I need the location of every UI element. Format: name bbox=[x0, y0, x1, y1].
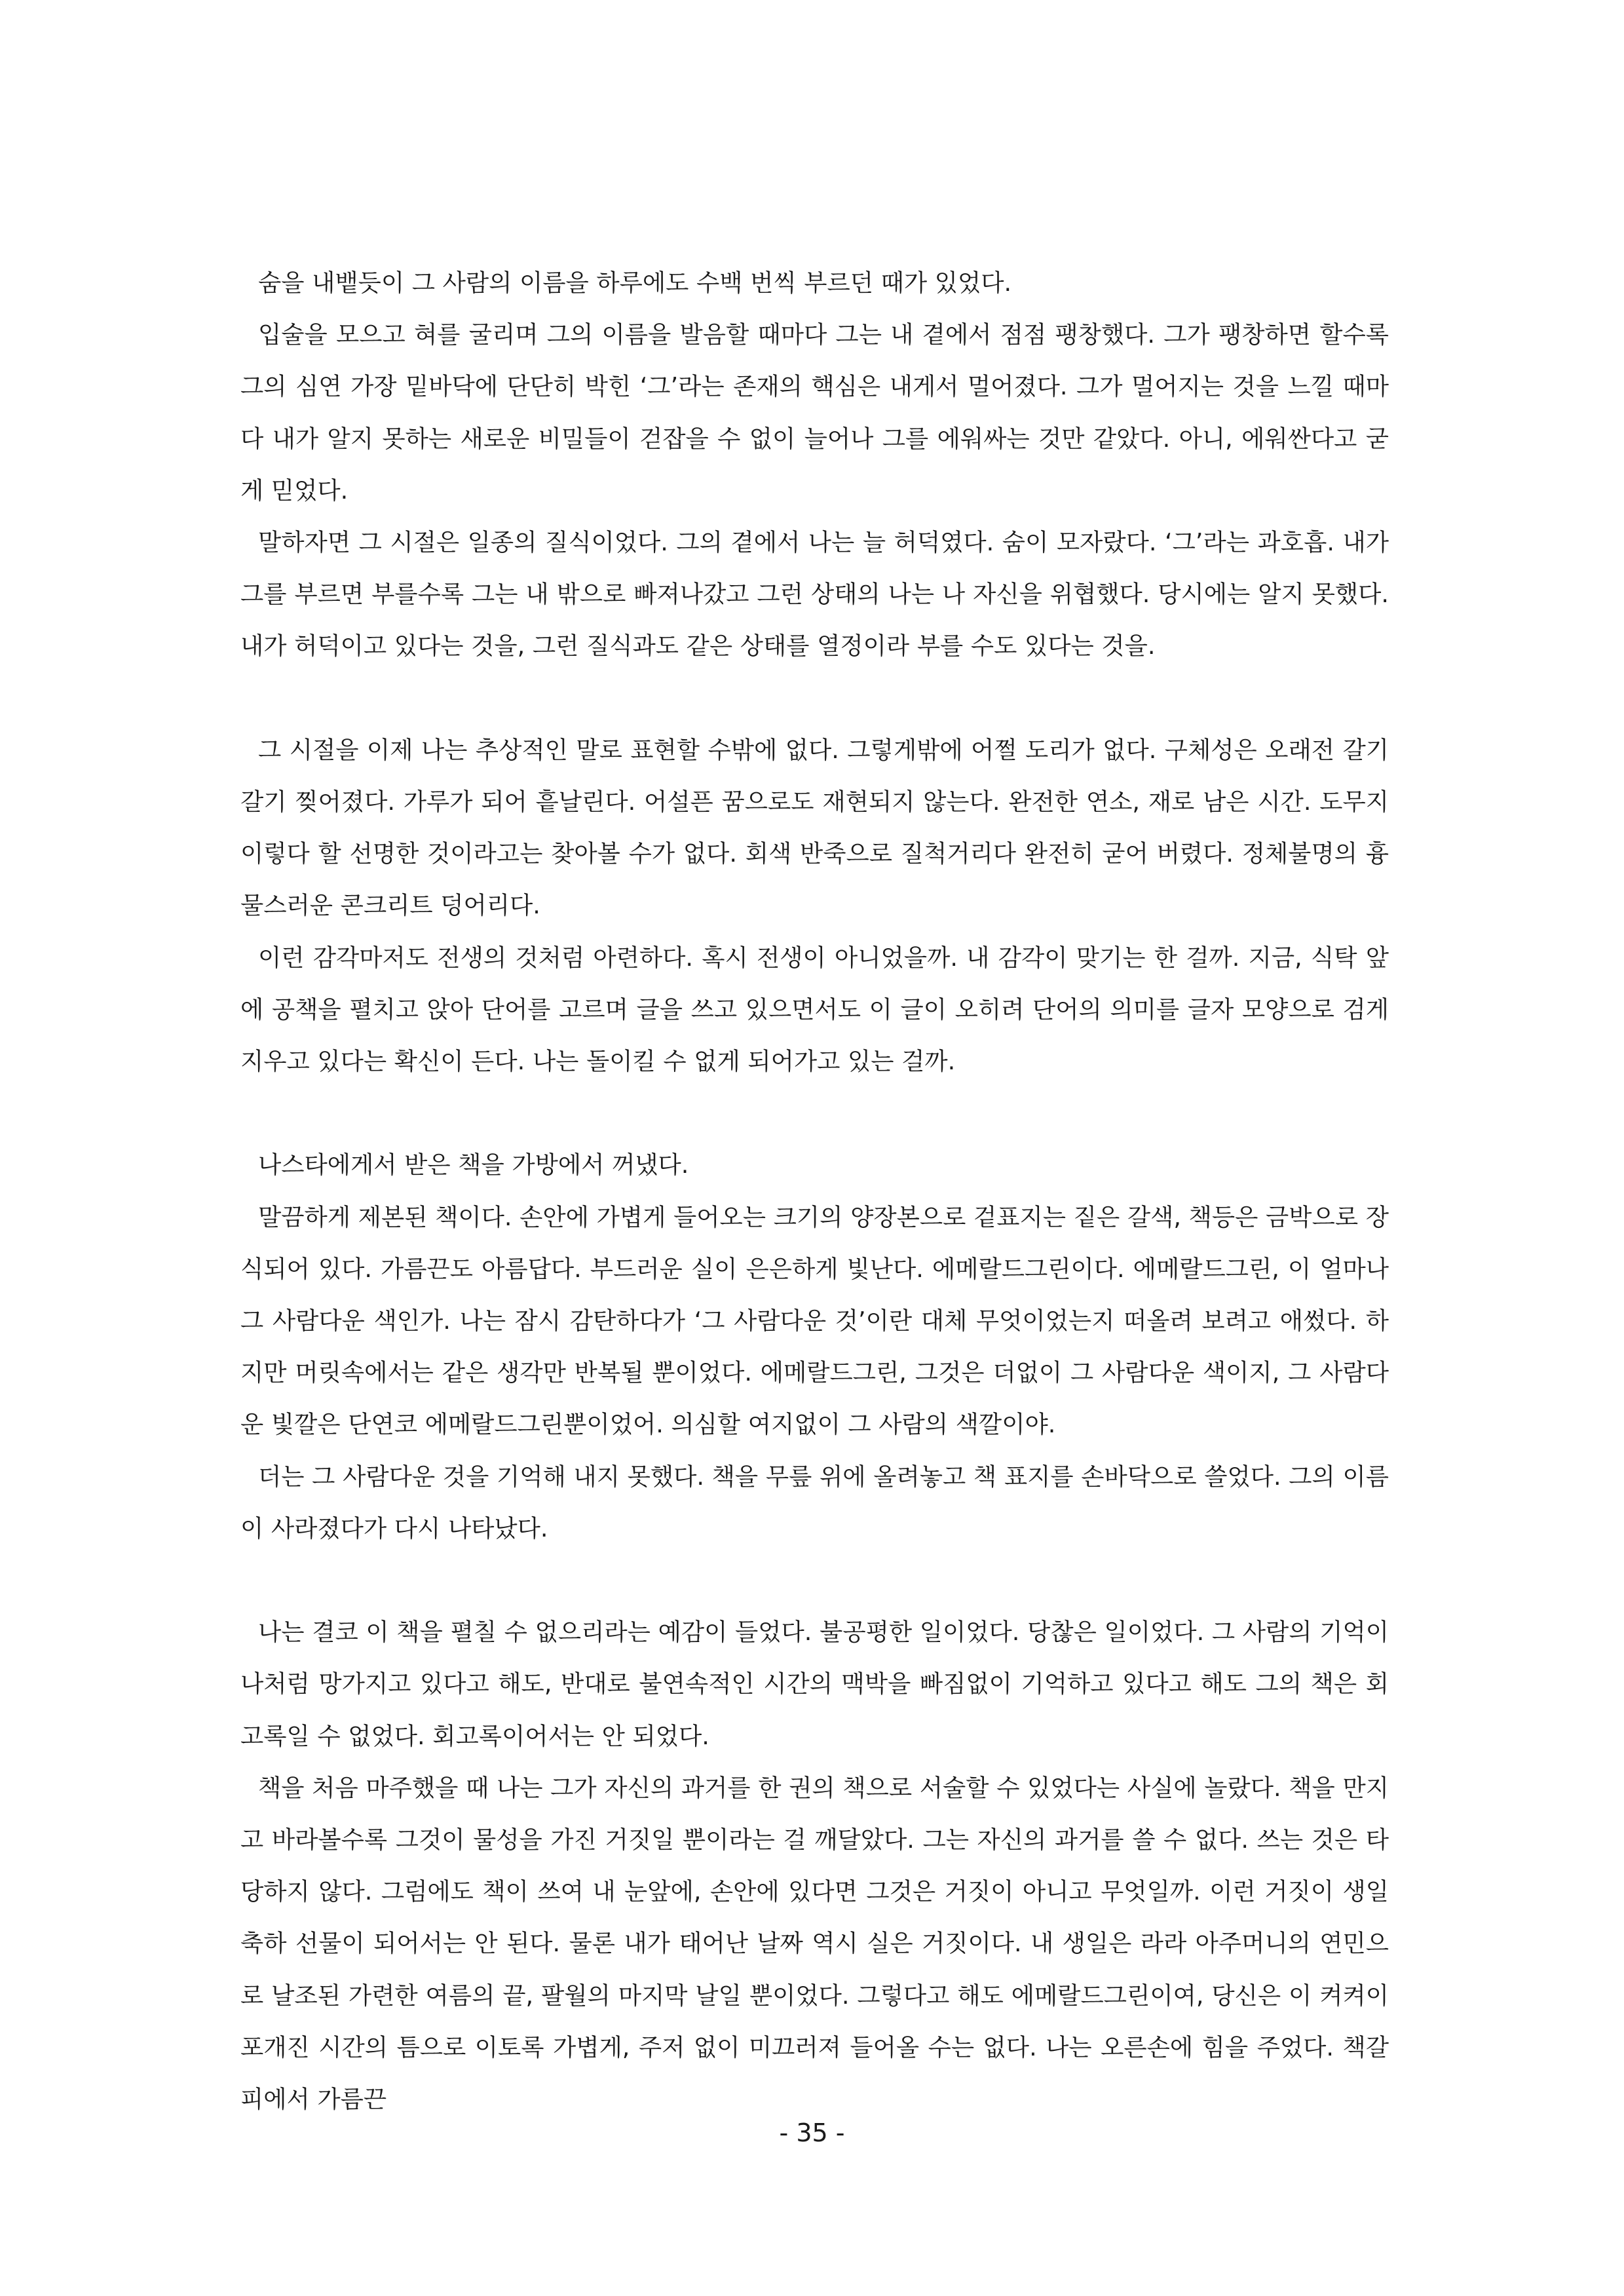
paragraph: 입술을 모으고 혀를 굴리며 그의 이름을 발음할 때마다 그는 내 곁에서 점점 팽창했다. 그가 팽창하면 할수록 그의 심연 가장 밑바닥에 단단히 박힌 ‘그’라는 존재의 핵심은 내게서 멀어졌다. 그가 멀어지는 것을 느낄 때마다 내가 알지 못하는 새로운 비밀들이 걷잡을 수 없이 늘어나 그를 에워싸는 것만 같았다. 아니, 에워싼다고 굳게 믿었다. bbox=[240, 320, 1389, 505]
paragraph: 말하자면 그 시절은 일종의 질식이었다. 그의 곁에서 나는 늘 허덕였다. 숨이 모자랐다. ‘그’라는 과호흡. 내가 그를 부르면 부를수록 그는 내 밖으로 빠져나갔고 그런 상태의 나는 나 자신을 위협했다. 당시에는 알지 못했다. 내가 허덕이고 있다는 것을, 그런 질식과도 같은 상태를 열정이라 부를 수도 있다는 것을. bbox=[240, 528, 1389, 660]
paragraph: 책을 처음 마주했을 때 나는 그가 자신의 과거를 한 권의 책으로 서술할 수 있었다는 사실에 놀랐다. 책을 만지고 바라볼수록 그것이 물성을 가진 거짓일 뿐이라는 걸 깨달았다. 그는 자신의 과거를 쓸 수 없다. 쓰는 것은 타당하지 않다. 그럼에도 책이 쓰여 내 눈앞에, 손안에 있다면 그것은 거짓이 아니고 무엇일까. 이런 거짓이 생일 축하 선물이 되어서는 안 된다. 물론 내가 태어난 날짜 역시 실은 거짓이다. 내 생일은 라라 아주머니의 연민으로 날조된 가련한 여름의 끝, 팔월의 마지막 날일 뿐이었다. 그렇다고 해도 에메랄드그린이여, 당신은 이 켜켜이 포개진 시간의 틈으로 이토록 가볍게, 주저 없이 미끄러져 들어올 수는 없다. 나는 오른손에 힘을 주었다. 책갈피에서 가름끈 bbox=[240, 1773, 1389, 2114]
paragraph: 숨을 내뱉듯이 그 사람의 이름을 하루에도 수백 번씩 부르던 때가 있었다. bbox=[258, 269, 1012, 297]
paragraph: 더는 그 사람다운 것을 기억해 내지 못했다. 책을 무릎 위에 올려놓고 책 표지를 손바닥으로 쓸었다. 그의 이름이 사라졌다가 다시 나타났다. bbox=[240, 1462, 1389, 1542]
paragraph: 말끔하게 제본된 책이다. 손안에 가볍게 들어오는 크기의 양장본으로 겉표지는 짙은 갈색, 책등은 금박으로 장식되어 있다. 가름끈도 아름답다. 부드러운 실이 은은하게 빛난다. 에메랄드그린이다. 에메랄드그린, 이 얼마나 그 사람다운 색인가. 나는 잠시 감탄하다가 ‘그 사람다운 것’이란 대체 무엇이었는지 떠올려 보려고 애썼다. 하지만 머릿속에서는 같은 생각만 반복될 뿐이었다. 에메랄드그린, 그것은 더없이 그 사람다운 색이지, 그 사람다운 빛깔은 단연코 에메랄드그린뿐이었어. 의심할 여지없이 그 사람의 색깔이야. bbox=[240, 1202, 1389, 1439]
body-text bbox=[240, 257, 1389, 2125]
page-number: - 35 - bbox=[779, 2118, 845, 2147]
section-gap bbox=[240, 672, 1389, 724]
paragraph: 그 시절을 이제 나는 추상적인 말로 표현할 수밖에 없다. 그렇게밖에 어쩔 도리가 없다. 구체성은 오래전 갈기갈기 찢어졌다. 가루가 되어 흩날린다. 어설픈 꿈으로도 재현되지 않는다. 완전한 연소, 재로 남은 시간. 도무지 이렇다 할 선명한 것이라고는 찾아볼 수가 없다. 회색 반죽으로 질척거리다 완전히 굳어 버렸다. 정체불명의 흉물스러운 콘크리트 덩어리다. bbox=[240, 735, 1389, 920]
paragraph: 나는 결코 이 책을 펼칠 수 없으리라는 예감이 들었다. 불공평한 일이었다. 당찮은 일이었다. 그 사람의 기억이 나처럼 망가지고 있다고 해도, 반대로 불연속적인 시간의 맥박을 빠짐없이 기억하고 있다고 해도 그의 책은 회고록일 수 없었다. 회고록이어서는 안 되었다. bbox=[240, 1618, 1389, 1750]
paragraph: 이런 감각마저도 전생의 것처럼 아련하다. 혹시 전생이 아니었을까. 내 감각이 맞기는 한 걸까. 지금, 식탁 앞에 공책을 펼치고 앉아 단어를 고르며 글을 쓰고 있으면서도 이 글이 오히려 단어의 의미를 글자 모양으로 검게 지우고 있다는 확신이 든다. 나는 돌이킬 수 없게 되어가고 있는 걸까. bbox=[240, 943, 1389, 1076]
section-gap bbox=[240, 1087, 1389, 1139]
section-gap bbox=[240, 1554, 1389, 1606]
paragraph: 나스타에게서 받은 책을 가방에서 꺼냈다. bbox=[258, 1151, 689, 1179]
